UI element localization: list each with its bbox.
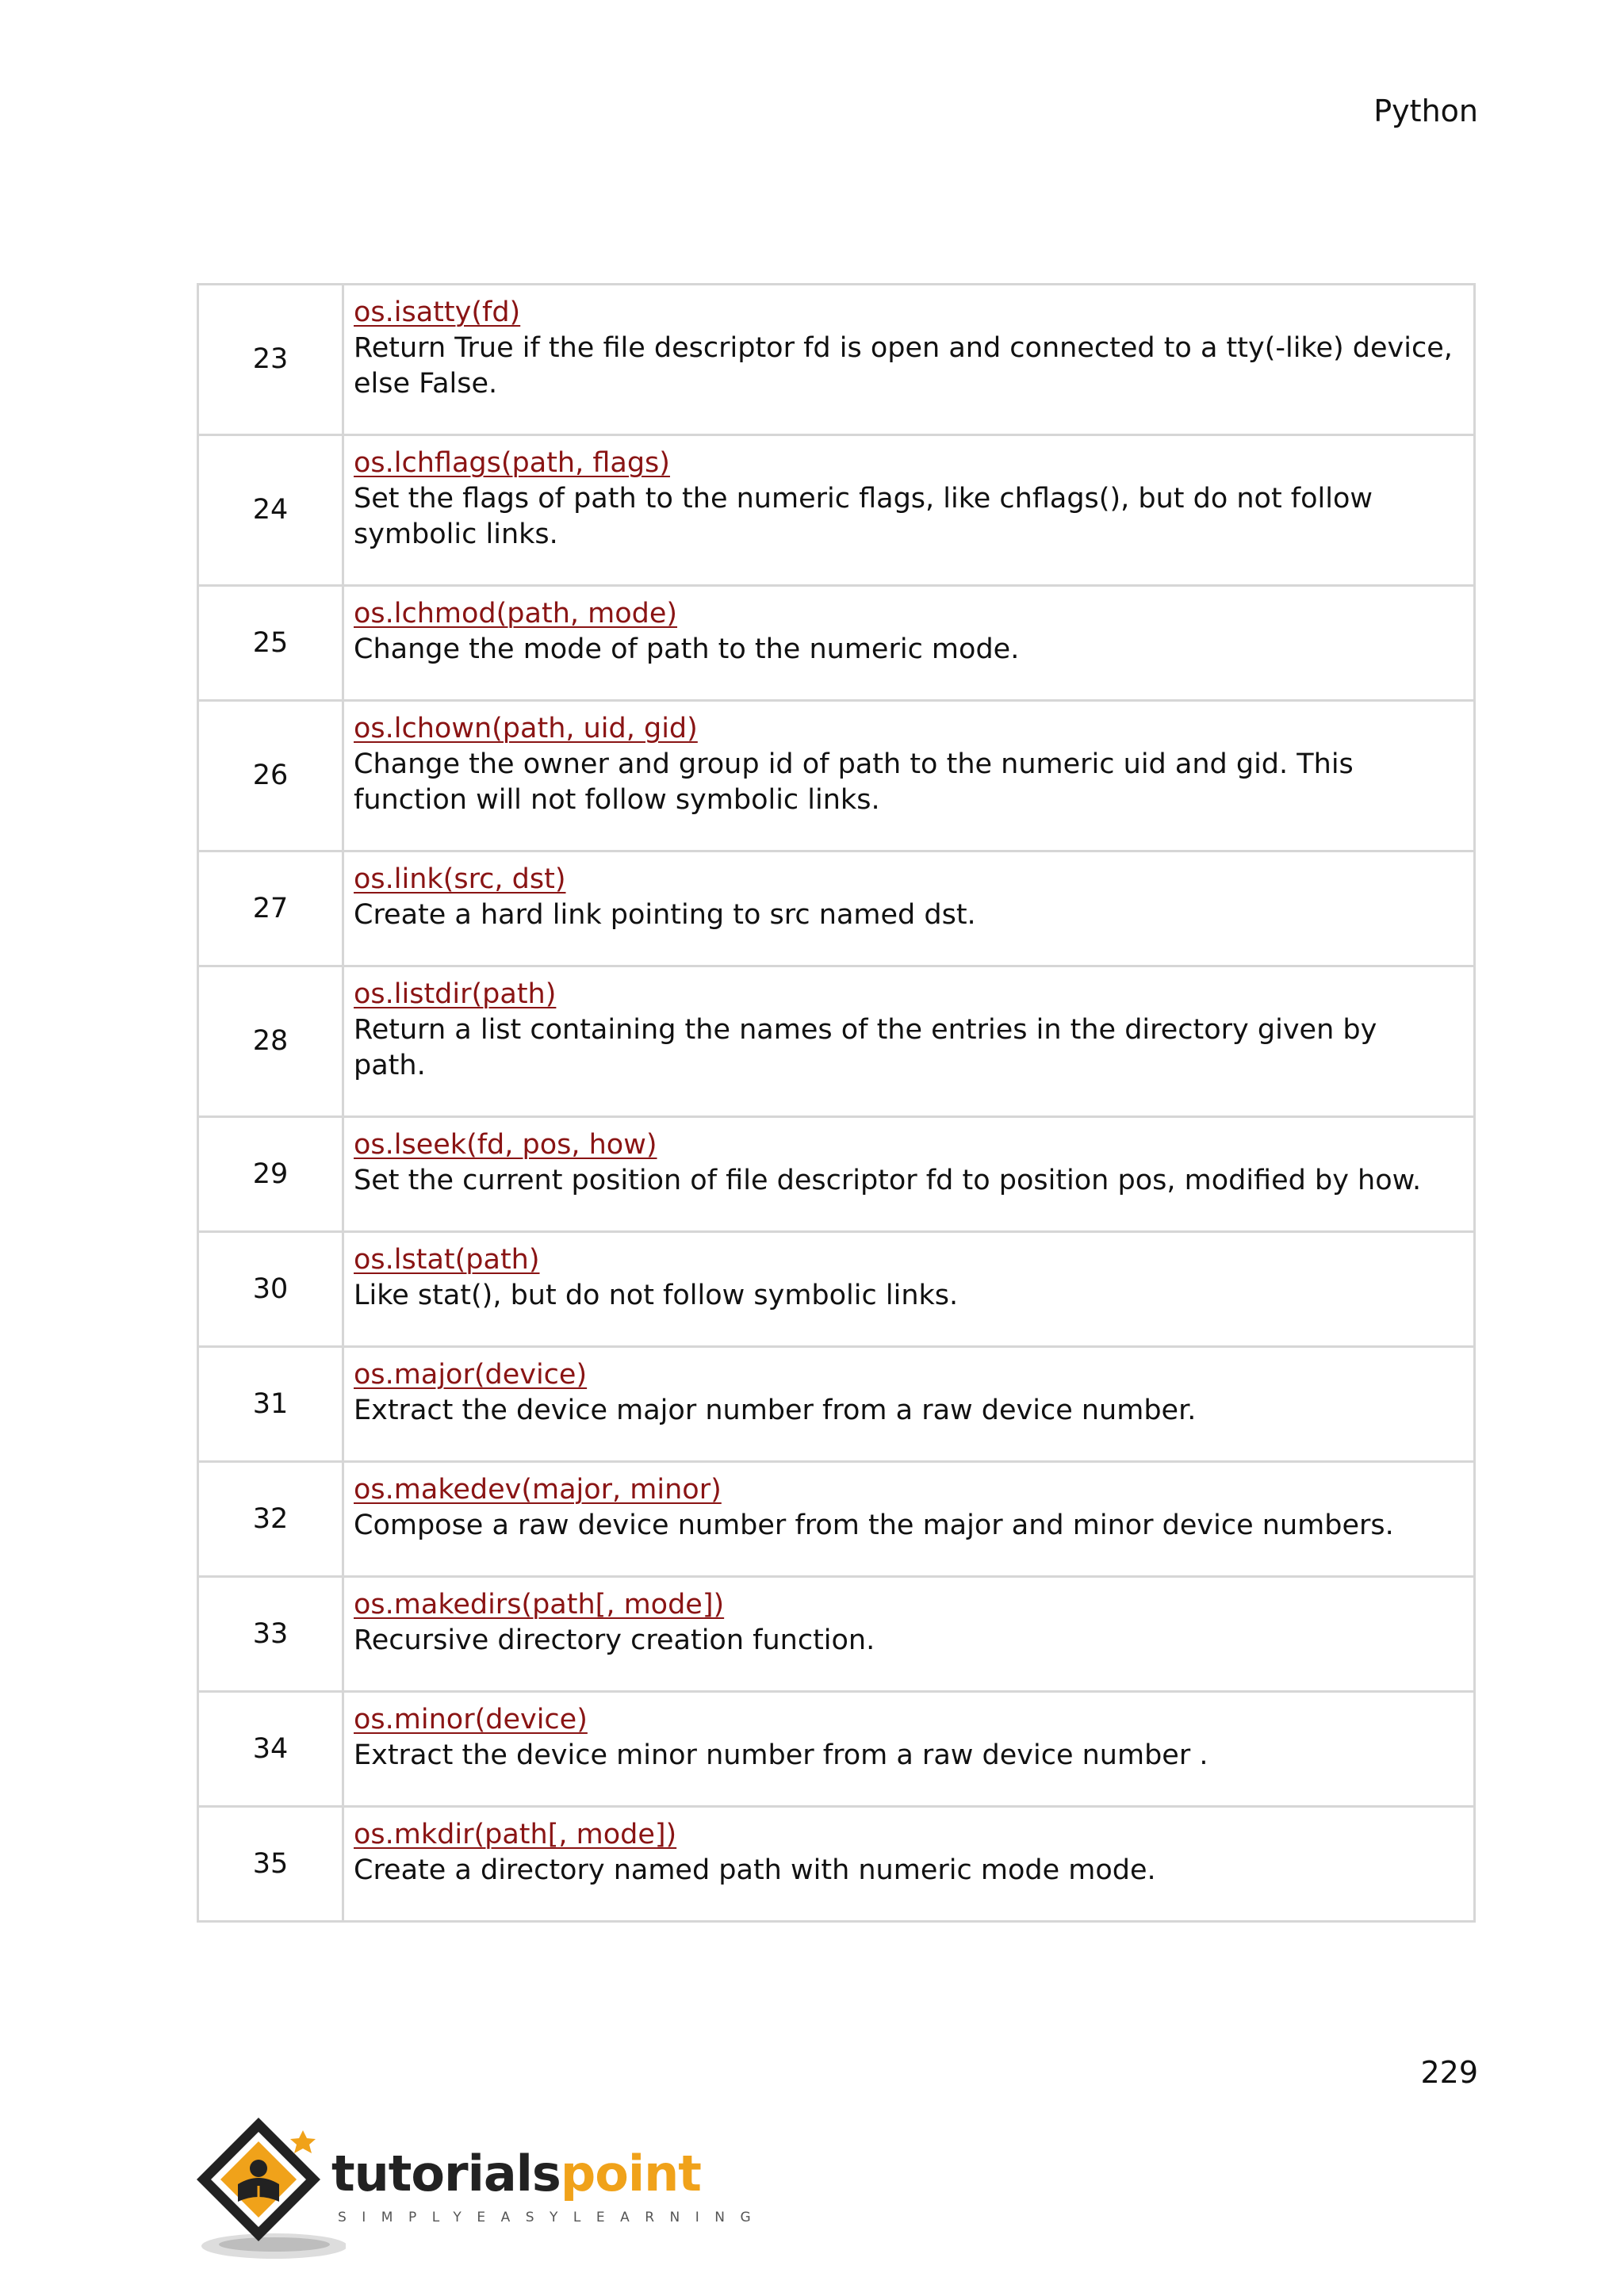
table-row: [198, 966, 1475, 1117]
function-link[interactable]: os.lstat(path): [354, 1244, 540, 1276]
function-link[interactable]: os.lchmod(path, mode): [354, 598, 678, 629]
function-link[interactable]: os.minor(device): [354, 1704, 588, 1735]
row-content: [343, 1577, 1475, 1692]
function-link[interactable]: os.makedirs(path[, mode]): [354, 1589, 725, 1621]
row-number: 34: [198, 1692, 343, 1807]
function-description: Extract the device minor number from a raw device number .: [354, 1739, 1208, 1771]
row-content: [343, 1232, 1475, 1347]
row-content: [343, 1692, 1475, 1807]
function-description: Recursive directory creation function.: [354, 1624, 875, 1656]
row-number: 25: [198, 586, 343, 701]
header-title: Python: [1373, 94, 1478, 128]
function-link[interactable]: os.mkdir(path[, mode]): [354, 1819, 677, 1850]
row-number: 28: [198, 966, 343, 1117]
function-description: Extract the device major number from a raw device number.: [354, 1395, 1197, 1426]
function-description: Create a hard link pointing to src named dst.: [354, 899, 976, 931]
row-number: 27: [198, 851, 343, 966]
function-description: Change the mode of path to the numeric mode.: [354, 633, 1020, 665]
row-content: [343, 1347, 1475, 1462]
row-content: [343, 1117, 1475, 1232]
row-content: [343, 851, 1475, 966]
row-number: 26: [198, 701, 343, 851]
page-number: 229: [1420, 2055, 1478, 2090]
table-row: [198, 1117, 1475, 1232]
table-row: [198, 851, 1475, 966]
table-row: [198, 435, 1475, 586]
tutorialspoint-logo: [195, 2113, 767, 2263]
function-link[interactable]: os.link(src, dst): [354, 863, 566, 895]
logo-wordmark: tutorialspoint: [331, 2145, 701, 2202]
row-number: 24: [198, 435, 343, 586]
function-description: Set the flags of path to the numeric flags, like chflags(), but do not follow symbolic links.: [354, 483, 1373, 550]
table-row: [198, 1232, 1475, 1347]
row-content: [343, 435, 1475, 586]
function-link[interactable]: os.isatty(fd): [354, 297, 521, 328]
table-row: [198, 1577, 1475, 1692]
row-number: 30: [198, 1232, 343, 1347]
row-number: 23: [198, 285, 343, 435]
function-link[interactable]: os.makedev(major, minor): [354, 1474, 722, 1506]
row-content: [343, 586, 1475, 701]
row-content: [343, 1807, 1475, 1922]
function-link[interactable]: os.lchown(path, uid, gid): [354, 713, 698, 744]
row-number: 29: [198, 1117, 343, 1232]
logo-tagline: SIMPLYEASYLEARNING: [338, 2210, 767, 2225]
function-link[interactable]: os.listdir(path): [354, 978, 557, 1010]
table-row: [198, 285, 1475, 435]
row-number: 33: [198, 1577, 343, 1692]
function-link[interactable]: os.lchflags(path, flags): [354, 447, 670, 479]
function-description: Return True if the file descriptor fd is open and connected to a tty(-like) device, else False.: [354, 332, 1453, 400]
function-description: Return a list containing the names of the entries in the directory given by path.: [354, 1014, 1377, 1081]
table-row: [198, 1807, 1475, 1922]
function-description: Change the owner and group id of path to the numeric uid and gid. This function will not follow symbolic links.: [354, 748, 1354, 816]
table-row: [198, 1692, 1475, 1807]
row-content: [343, 1462, 1475, 1577]
row-content: [343, 966, 1475, 1117]
function-description: Set the current position of file descriptor fd to position pos, modified by how.: [354, 1165, 1422, 1196]
table-row: [198, 1462, 1475, 1577]
os-methods-table: [197, 283, 1476, 1923]
table-row: [198, 586, 1475, 701]
row-number: 31: [198, 1347, 343, 1462]
function-description: Like stat(), but do not follow symbolic links.: [354, 1280, 959, 1311]
logo-diamond-icon: [195, 2113, 346, 2263]
row-number: 35: [198, 1807, 343, 1922]
table-row: [198, 1347, 1475, 1462]
function-link[interactable]: os.lseek(fd, pos, how): [354, 1129, 657, 1161]
row-number: 32: [198, 1462, 343, 1577]
table-row: [198, 701, 1475, 851]
function-link[interactable]: os.major(device): [354, 1359, 588, 1391]
function-description: Create a directory named path with numeric mode mode.: [354, 1854, 1156, 1886]
function-description: Compose a raw device number from the major and minor device numbers.: [354, 1510, 1394, 1541]
row-content: [343, 285, 1475, 435]
row-content: [343, 701, 1475, 851]
